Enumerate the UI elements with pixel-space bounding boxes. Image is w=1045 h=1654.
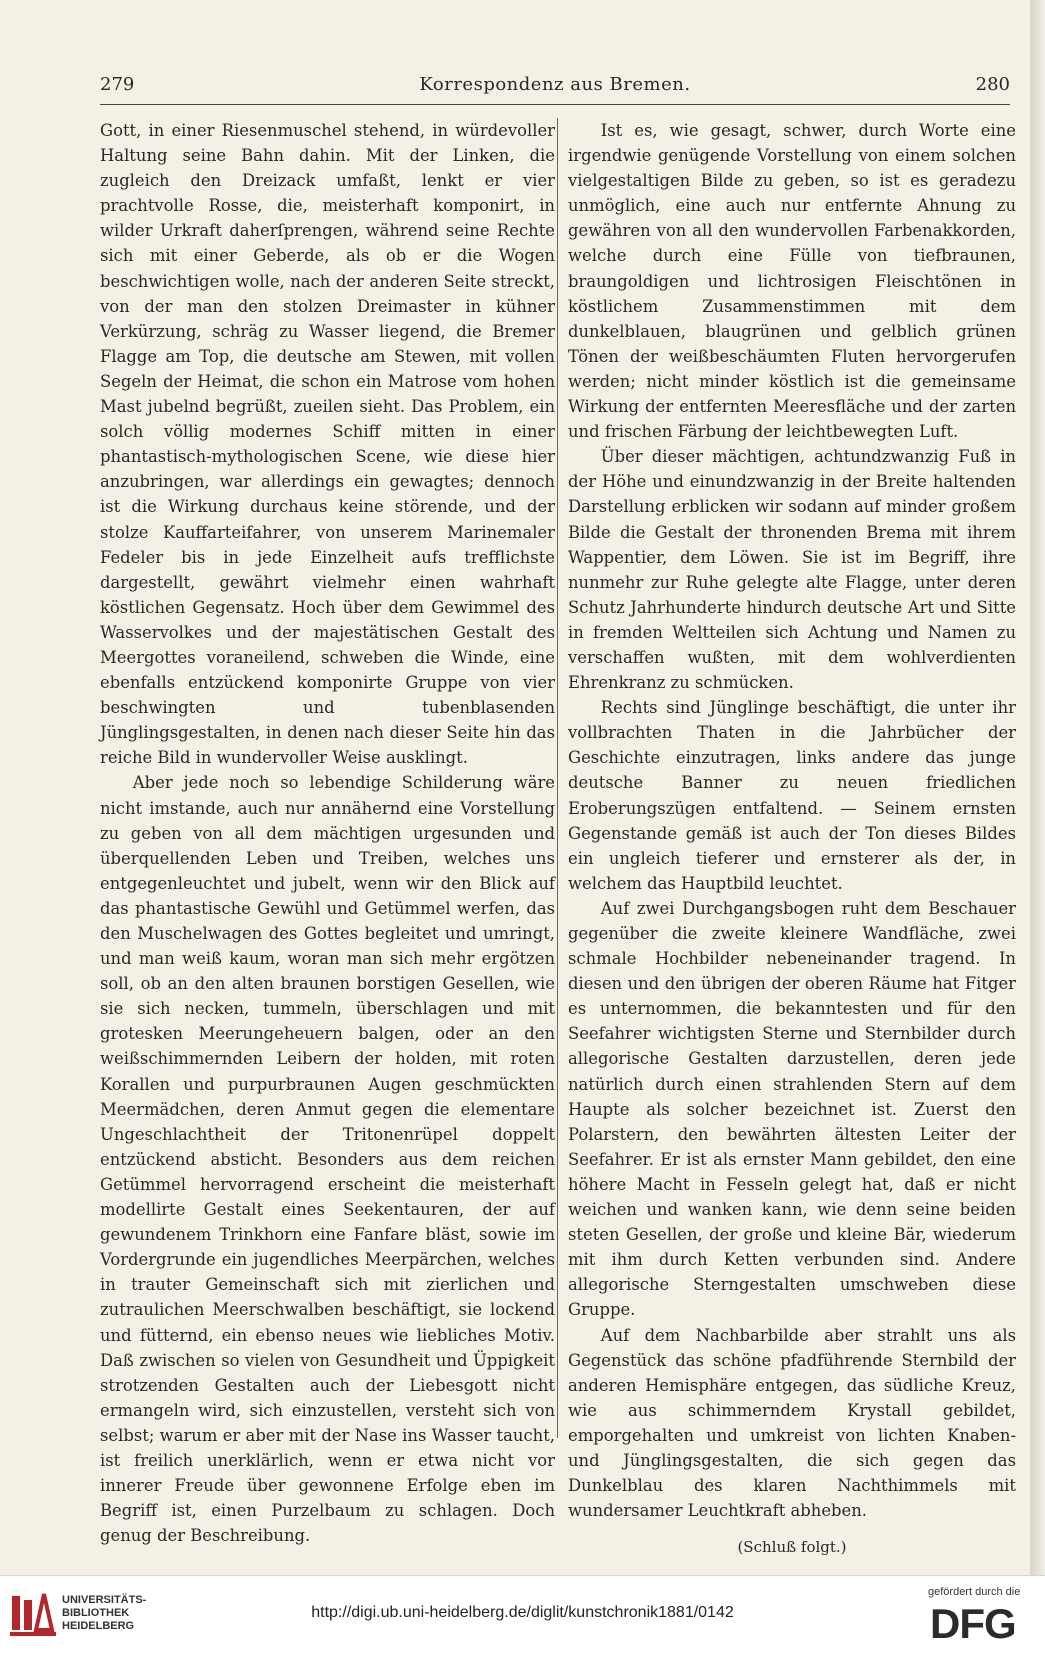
paragraph: Auf dem Nachbarbilde aber strahlt uns als Gegenstück das schöne pfadführende Sternbild der anderen Hemisphäre entgegen, das südliche Kreuz, wie aus schimmerndem Krystall gebildet, emporgehalten und umkreist von lichten Knaben- und Jünglingsgestalten, die sich gegen das Dunkelblau des klaren Nachthimmels mit wundersamer Leuchtkraft abheben. (568, 1325, 1016, 1521)
page-edge (1030, 0, 1045, 1575)
paragraph: Gott, in einer Riesenmuschel stehend, in würdevoller Haltung seine Bahn dahin. Mit der Linken, die zugleich den Dreizack umfaßt, lenkt er vier prachtvolle Rosse, die, meisterhaft komponirt, in wilder Urkraft daherſprengen, während seine Rechte sich mit einer Geberde, als ob er die Wogen beschwichtigen wolle, nach der anderen Seite streckt, von der man den stolzen Dreimaster in kühner Verkürzung, schräg zu Wasser liegend, die Bremer Flagge am Top, die deutsche am Stewen, mit vollen Segeln der Heimat, die schon ein Matrose vom hohen Mast jubelnd begrüßt, zueilen sieht. Das Problem, ein solch völlig modernes Schiff mitten in einer phantastisch-mythologischen Scene, wie diese hier anzubringen, war allerdings ein gewagtes; dennoch ist die Wirkung durchaus keine störende, und der stolze Kauffarteifahrer, von unserem Marinemaler Fedeler bis in jede Einzelheit aufs trefflichste dargestellt, gewährt vielmehr einen wahrhaft köstlichen Gegensatz. Hoch über dem Gewimmel des Wasservolkes und der majestätischen Gestalt des Meergottes voraneilend, schweben die Winde, eine ebenfalls entzückend komponirte Gruppe von vier beschwingten und tubenblasenden Jünglingsgestalten, in denen nach dieser Seite hin das reiche Bild in wundervoller Weise ausklingt. (100, 121, 555, 768)
paragraph: Über dieser mächtigen, achtundzwanzig Fuß in der Höhe und einundzwanzig in der Breite haltenden Darstellung erblicken wir sodann auf minder großem Bilde die Gestalt der thronenden Brema mit ihrem Wappentier, dem Löwen. Sie ist im Begriff, ihre nunmehr zur Ruhe gelegte alte Flagge, unter deren Schutz Jahrhunderte hindurch deutsche Art und Sitte in fremden Weltteilen sich Achtung und Namen zu verschaffen wußten, mit dem wohlverdienten Ehrenkranz zu schmücken. (568, 447, 1016, 693)
page-number-left: 279 (100, 74, 135, 95)
right-column (568, 118, 1016, 1560)
running-title: Korrespondenz aus Bremen. (419, 74, 691, 95)
left-column (100, 118, 555, 1548)
running-header (100, 72, 1010, 102)
header-rule (100, 104, 1010, 105)
paragraph: Rechts sind Jünglinge beschäftigt, die unter ihr vollbrachten Thaten in die Jahrbücher der Geschichte einzutragen, links andere das junge deutsche Banner zu neuen friedlichen Eroberungszügen entfaltend. — Seinem ernsten Gegenstande gemäß ist auch der Ton dieses Bildes ein ungleich tieferer und ernsterer als der, in welchem das Hauptbild leuchtet. (568, 698, 1016, 893)
permalink-url[interactable]: http://digi.ub.uni-heidelberg.de/diglit/kunstchronik1881/0142 (311, 1604, 734, 1621)
footer-bar (0, 1575, 1045, 1654)
paragraph: Aber jede noch so lebendige Schilderung wäre nicht imstande, auch nur annähernd eine Vorstellung zu geben von all dem mächtigen urgesunden und überquellenden Leben und Treiben, welches uns entgegenleuchtet und jubelt, wenn wir den Blick auf das phantastische Gewühl und Getümmel werfen, das den Muschelwagen des Gottes begleitet und umringt, und man weiß kaum, woran man sich mehr ergötzen soll, ob an den alten braunen borstigen Gesellen, wie sie sich necken, tummeln, überschlagen und mit grotesken Meerungeheuern balgen, oder an den weißschimmernden Leibern der holden, mit roten Korallen und purpurbraunen Augen geschmückten Meermädchen, deren Anmut gegen die elementare Ungeschlachtheit der Tritonenrüpel doppelt entzückend absticht. Besonders aus dem reichen Getümmel hervorragend erscheint die meisterhaft modellirte Gestalt eines Seekentauren, der auf gewundenem Trinkhorn eine Fanfare bläst, sowie im Vordergrunde ein jugendliches Meerpärchen, welches in trauter Gemeinschaft sich mit zierlichen und zutraulichen Meerschwalben beschäftigt, sie lockend und fütternd, ein ebenso neues wie liebliches Motiv. Daß zwischen so vielen von Gesundheit und Üppigkeit strotzenden Gestalten auch der Liebesgott nicht ermangeln wird, sich einzustellen, versteht sich von selbst; warum er aber mit der Nase ins Wasser taucht, ist freilich unerklärlich, wenn er etwa nicht vor innerer Freude über gewonnene Erfolge eben im Begriff ist, einen Purzelbaum zu schlagen. Doch genug der Beschreibung. (100, 773, 555, 1546)
continuation-note: (Schluß folgt.) (737, 1538, 847, 1557)
funder-caption: gefördert durch die (928, 1586, 1021, 1598)
paragraph: Ist es, wie gesagt, schwer, durch Worte eine irgendwie genügende Vorstellung von einem solchen vielgestaltigen Bilde zu geben, so ist es geradezu unmöglich, eine auch nur entfernte Ahnung zu gewähren von all den wundervollen Farbenakkorden, welche durch eine Fülle von tiefbraunen, braungoldigen und lichtrosigen Fleischtönen in köstlichem Zusammenstimmen mit dem dunkelblauen, blaugrünen und gelblich grünen Tönen der weißbeschäumten Fluten hervorgerufen werden; nicht minder köstlich ist die gemeinsame Wirkung der entfernten Meeresfläche und der zarten und frischen Färbung der leichtbewegten Luft. (568, 121, 1016, 442)
dfg-logo: DFG (930, 1600, 1016, 1647)
page-number-right: 280 (975, 74, 1010, 95)
paragraph: Auf zwei Durchgangsbogen ruht dem Beschauer gegenüber die zweite kleinere Wandfläche, zwei schmale Hochbilder nebeneinander tragend. In diesen und den übrigen der oberen Räume hat Fitger es unternommen, die bekanntesten und für den Seefahrer wichtigsten Sterne und Sternbilder durch allegorische Gestalten darzustellen, deren jede natürlich durch einen strahlenden Stern auf dem Haupte als solcher bezeichnet ist. Zuerst den Polarstern, den bewährten ältesten Leiter der Seefahrer. Er ist als ernster Mann gebildet, den eine höhere Macht in Fesseln gelegt hat, daß er nicht weichen und wanken kann, wie denn seine beiden steten Gesellen, der große und kleine Bär, wiederum mit ihm durch Ketten verbunden sind. Andere allegorische Sterngestalten umschweben diese Gruppe. (568, 898, 1016, 1320)
library-name: UNIVERSITÄTS- BIBLIOTHEK HEIDELBERG (62, 1594, 147, 1632)
column-divider (557, 118, 558, 1438)
